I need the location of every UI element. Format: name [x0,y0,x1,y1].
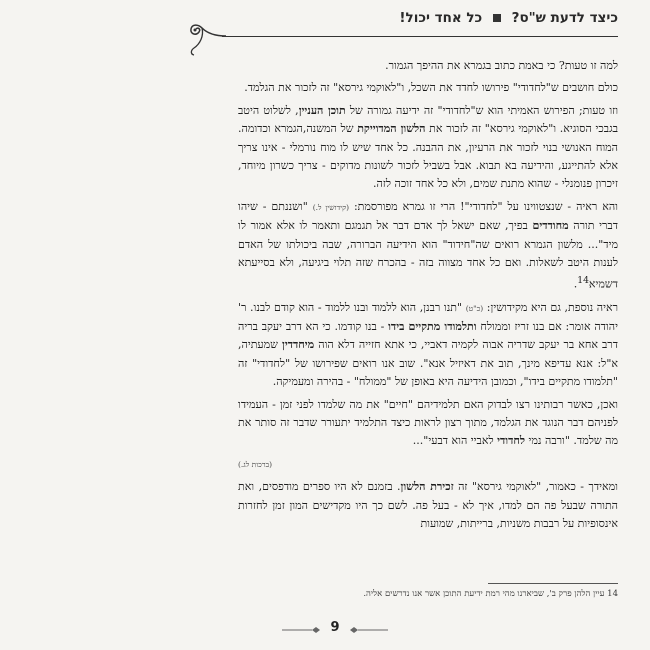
paragraph: למה זו טעות? כי באמת כתוב בגמרא את ההיפך הגמור. [385,59,618,72]
page-number: 9 [330,620,340,635]
paragraph: וזו טעות; הפירוש האמיתי הוא ש"לחדודי" זה ידיעה גמורה של תוכן העניין, לשלוט היטב בגבכי הסוגיא. ו"לאוקמי גירסא" זה לזכור את הלשון המדוייקת של המשנה,הגמרא וכדומה. המוח האנושי בנוי לזכור את הרעיון, את ההבנה. כל אחד שיש לו מוח נורמלי - אינו צריך אלא להתייגע, והידיעה בא תבוא. אבל בשביל לזכור לשונות מדוקים - צריך כשרון מיוחד, זיכרון פנומנלי - שהוא מתנת שמים, ולא כל אחד זוכה לזה. [238,103,619,191]
paragraph: ואכן, כאשר רבותינו רצו לבדוק האם תלמידיהם "חיים" את מה שלמדו לפני זמן - העמידו לפניהם דבר הנוגד את הגלמד, מתוך רצון לראות כיצד התלמיד יתעורר שדבר זה סותר את מה שלמד. "ורבה נמי לחדודי לאביי הוא דבעי"... [238,397,618,448]
header-title-left: כל אחד יכול! [399,10,483,26]
main-text [238,57,618,537]
footnote-rule [488,583,618,584]
paragraph: ראיה נוספת, גם היא מקידושין: (כ"ט) "תנו רבנן, הוא ללמוד ובנו ללמוד - הוא קודם לבנו. ר' יהודה אומר: אם בנו זריז וממולח ותלמודו מתקיים בידו - בנו קודמו. כי הא דרב יעקב בריה דרב אחא בר יעקב שדריה אבוה לקמיה דאביי, כי אתא חזייה דלא הוה מיחדדין שמעתיה, א"ל: אנא עדיפא מינך, תוב את דאיזיל אנא". שוב אנו רואים שפירושו של "לחדודי" זה "תלמודו מתקיים בידו", וכמובן הידיעה היא באופן של "ממולח" - בהירה ומעמיקה. [238,300,618,389]
paragraph: כולם חושבים ש"לחדודי" פירושו לחדד את השכל, ו"לאוקמי גירסא" זה לזכור את הגלמד. [244,81,618,95]
source-citation: (ברכות לג.) [238,459,273,469]
ornament-left-icon [282,626,320,634]
ornament-right-icon [350,626,388,634]
flourish-ornament-icon [186,22,230,58]
footnote: 14 עיין הלהן פרק ב', שביארנו מהי רמת ידיעת התוכן אשר אנו נדרשים אליה. [363,589,618,599]
paragraph: ומאידך - כאמור, "לאוקמי גירסא" זה זכירת הלשון. בזמנם לא היו ספרים מודפסים, ואת התורה שבעל פה הם למדו, איך לא - בעל פה. לשם כך היו מקדישים המון זמן לחזרות אינסופיות על רבבות משניות, ברייתות, שמועות [238,480,618,530]
paragraph: והא ראיה - שנצטווינו על "לחדודי"! הרי זו גמרא מפורסמת: (קידושין ל.) "ושננתם - שיהו דברי תורה מחודדים בפיך, שאם ישאל לך אדם דבר אל תגמגם ותאמר לו אלא אמור לו מיד"... מלשון הגמרא רואים שה"חידוד" הוא הידיעה הברורה, שבה ביכולתו של האדם לענות היטב לשאלות. ואם כל אחד מצווה בזה - בהכרח שזה תלוי ביגיעה, ולא בסייעתא דשמיא$^{14}$. [238,199,618,292]
page-number-area [280,618,390,642]
header-title-right: כיצד לדעת ש"ס? [511,10,618,26]
header-separator-icon [493,14,501,22]
header-rule [222,36,618,37]
running-header [205,10,618,32]
